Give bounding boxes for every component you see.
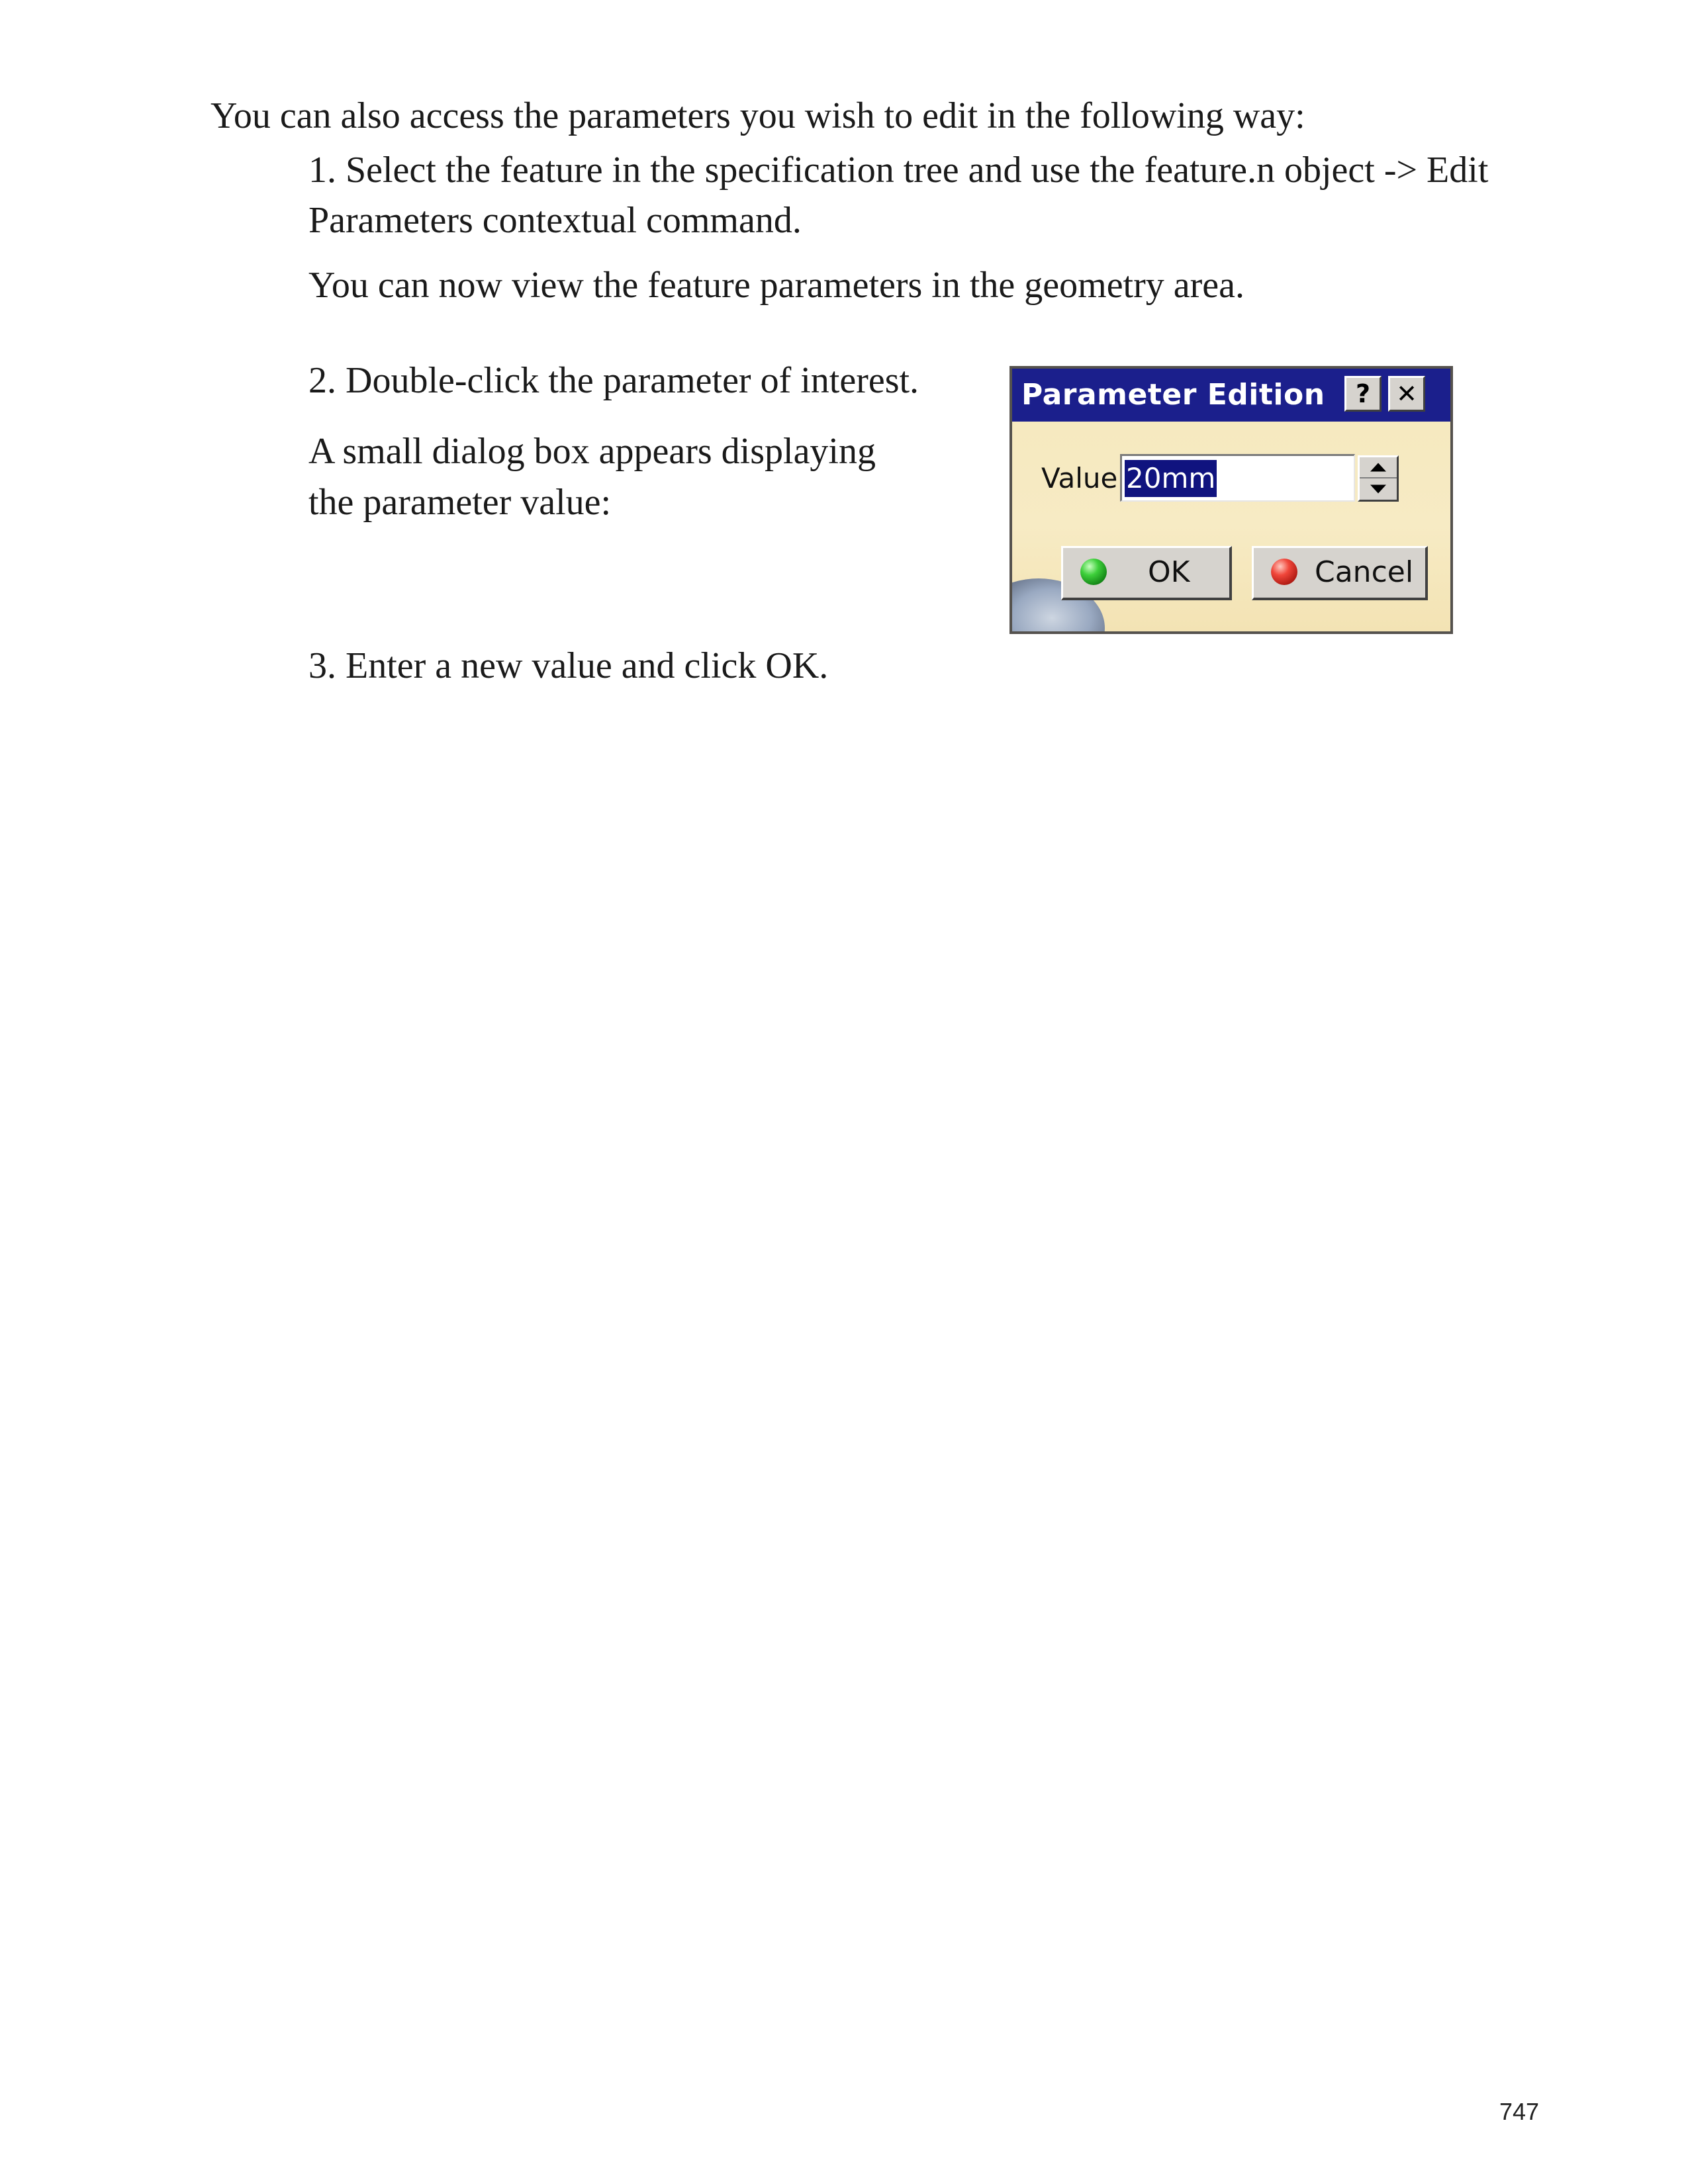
- help-icon: ?: [1355, 379, 1371, 408]
- value-spinner[interactable]: [1358, 455, 1399, 502]
- page-number: 747: [1499, 2098, 1540, 2125]
- step2-text: 2. Double-click the parameter of interest.: [308, 360, 919, 401]
- step1-note: You can now view the feature parameters in the geometry area.: [308, 265, 1244, 306]
- red-ball-icon: [1271, 559, 1297, 585]
- intro-text: You can also access the parameters you wish to edit in the following way:: [211, 95, 1305, 136]
- step2-note-line1: A small dialog box appears displaying: [308, 431, 876, 472]
- step1-line2: Parameters contextual command.: [308, 200, 802, 241]
- ok-button[interactable]: [1061, 546, 1232, 600]
- dialog-titlebar[interactable]: [1012, 369, 1450, 422]
- close-button[interactable]: [1388, 376, 1425, 412]
- step1-line1: 1. Select the feature in the specification tree and use the feature.n object -> Edit: [308, 150, 1489, 191]
- green-ball-icon: [1080, 559, 1107, 585]
- cancel-button-label: Cancel: [1315, 555, 1414, 589]
- dialog-title: Parameter Edition: [1021, 378, 1325, 412]
- ok-button-label: OK: [1148, 555, 1190, 589]
- spinner-down-icon[interactable]: [1360, 478, 1397, 500]
- value-input[interactable]: [1120, 454, 1355, 502]
- step2-note-line2: the parameter value:: [308, 482, 612, 523]
- spinner-up-icon[interactable]: [1360, 457, 1397, 478]
- step3-text: 3. Enter a new value and click OK.: [308, 645, 829, 686]
- value-label: Value: [1041, 462, 1118, 494]
- cancel-button[interactable]: [1252, 546, 1428, 600]
- help-button[interactable]: [1344, 376, 1382, 412]
- value-input-text: 20mm: [1125, 460, 1217, 497]
- close-icon: ✕: [1396, 379, 1417, 408]
- parameter-edition-dialog: [1009, 366, 1453, 634]
